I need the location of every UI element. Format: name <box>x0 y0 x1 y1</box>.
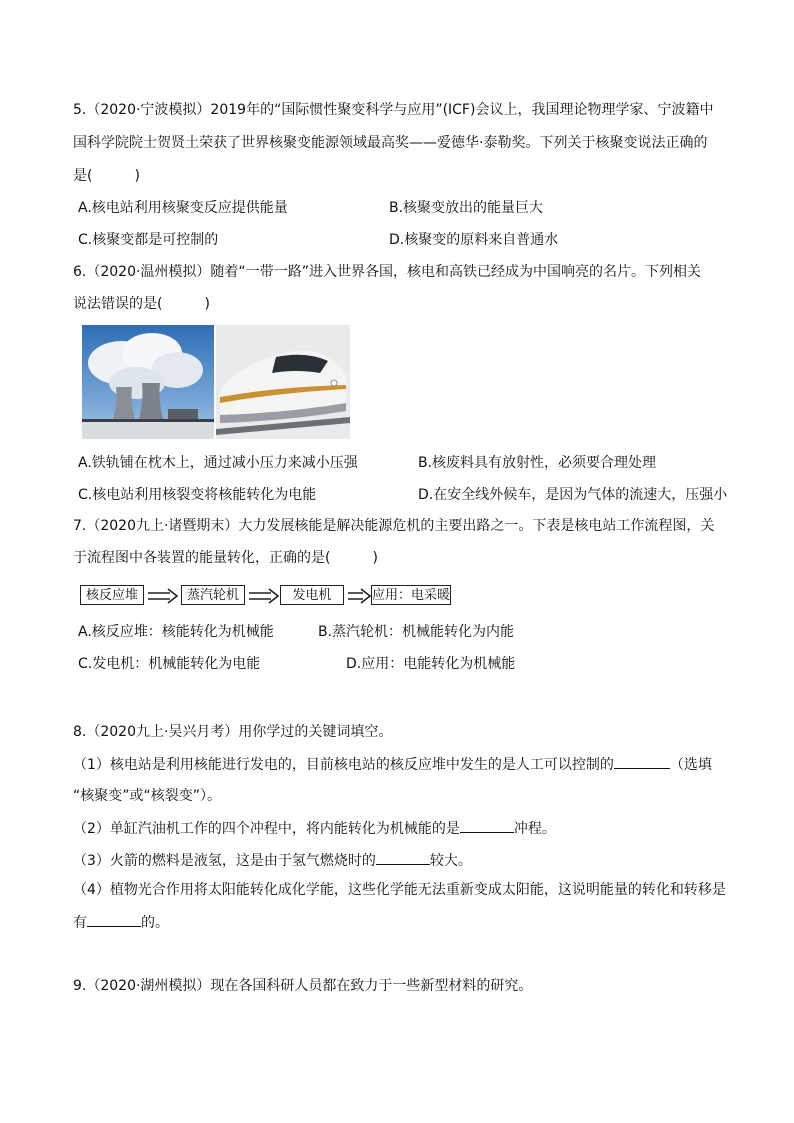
q8-sub4-text: 有 <box>73 915 87 931</box>
q5-option-a: A.核电站利用核聚变反应提供能量 <box>78 200 288 216</box>
q7-option-d: D.应用：电能转化为机械能 <box>346 656 516 672</box>
q8-sub4-blank[interactable] <box>87 912 141 927</box>
q6-stem-line2: 说法错误的是( ) <box>73 296 210 312</box>
q6-option-a: A.铁轨铺在枕木上，通过减小压力来减小压强 <box>78 455 358 471</box>
q8-sub4-line2 <box>73 912 169 933</box>
q8-stem: 8.（2020九上·吴兴月考）用你学过的关键词填空。 <box>73 724 393 740</box>
flow-step-application: 应用：电采暖 <box>371 585 451 605</box>
q8-sub2 <box>73 818 556 839</box>
q7-option-a: A.核反应堆：核能转化为机械能 <box>78 624 274 640</box>
flow-arrow-icon <box>247 585 281 607</box>
q7-option-b: B.蒸汽轮机：机械能转化为内能 <box>318 624 515 640</box>
q7-option-c: C.发电机：机械能转化为电能 <box>78 656 261 672</box>
q5-option-c: C.核聚变都是可控制的 <box>78 232 219 248</box>
nuclear-plant-flowchart <box>80 585 460 607</box>
q9-stem: 9.（2020·湖州模拟）现在各国科研人员都在致力于一些新型材料的研究。 <box>73 978 533 994</box>
nuclear-plant-image <box>82 325 214 439</box>
q6-stem-line1: 6.（2020·温州模拟）随着“一带一路”进入世界各国，核电和高铁已经成为中国响亮的名片。下列相关 <box>73 264 701 280</box>
flow-step-generator: 发电机 <box>280 585 344 605</box>
q6-option-b: B.核废料具有放射性，必须要合理处理 <box>418 455 657 471</box>
flow-step-reactor: 核反应堆 <box>80 585 144 605</box>
q7-stem-line1: 7.（2020九上·诸暨期末）大力发展核能是解决能源危机的主要出路之一。下表是核电站工作流程图，关 <box>73 518 715 534</box>
q8-sub1-text-tail: （选填 <box>669 757 712 773</box>
q6-option-c: C.核电站利用核裂变将核能转化为电能 <box>78 487 317 503</box>
flow-arrow-icon <box>346 585 372 607</box>
q8-sub2-blank[interactable] <box>460 818 514 833</box>
flow-arrow-icon <box>146 585 180 607</box>
q5-stem-line3: 是( ) <box>73 168 140 184</box>
q8-sub3 <box>73 850 472 871</box>
q8-sub4-line1: （4）植物光合作用将太阳能转化成化学能，这些化学能无法重新变成太阳能，这说明能量的转化和转移是 <box>73 882 726 898</box>
q6-option-d: D.在安全线外候车，是因为气体的流速大，压强小 <box>418 487 728 503</box>
q5-stem-line1: 5.（2020·宁波模拟）2019年的“国际惯性聚变科学与应用”(ICF)会议上，我国理论物理学家、宁波籍中 <box>73 102 714 118</box>
q8-sub3-text-tail: 较大。 <box>429 853 472 869</box>
q5-option-b: B.核聚变放出的能量巨大 <box>389 200 544 216</box>
q8-sub1-line2: “核聚变”或“核裂变”）。 <box>73 788 222 804</box>
q7-stem-line2: 于流程图中各装置的能量转化，正确的是( ) <box>73 550 378 566</box>
q8-sub4-text-tail: 的。 <box>141 915 169 931</box>
flow-step-steam-turbine: 蒸汽轮机 <box>181 585 245 605</box>
q8-sub1-text: （1）核电站是利用核能进行发电的，目前核电站的核反应堆中发生的是人工可以控制的 <box>73 757 614 773</box>
q5-stem-line2: 国科学院院士贺贤土荣获了世界核聚变能源领域最高奖——爱德华·泰勒奖。下列关于核聚变说法正确的 <box>73 135 708 151</box>
q8-sub3-blank[interactable] <box>376 850 430 865</box>
q8-sub3-text: （3）火箭的燃料是液氢，这是由于氢气燃烧时的 <box>73 853 376 869</box>
q8-sub2-text-tail: 冲程。 <box>513 821 556 837</box>
q8-sub1-line1 <box>73 754 712 775</box>
q5-option-d: D.核聚变的原料来自普通水 <box>389 232 559 248</box>
q8-sub2-text: （2）单缸汽油机工作的四个冲程中，将内能转化为机械能的是 <box>73 821 460 837</box>
high-speed-train-image <box>216 325 350 439</box>
q8-sub1-blank[interactable] <box>614 754 670 769</box>
